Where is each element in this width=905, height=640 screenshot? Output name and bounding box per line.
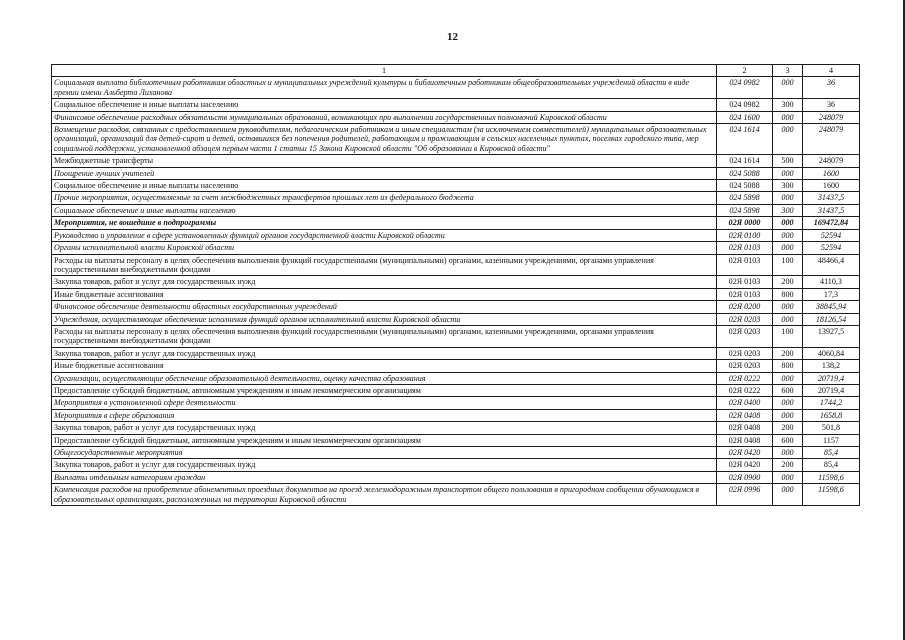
row-expense-type-cell: 300 — [773, 99, 803, 111]
row-code-cell: 02Я 0408 — [717, 422, 773, 434]
row-name-cell: Закупка товаров, работ и услуг для государственных нужд — [52, 347, 717, 359]
row-name-cell: Предоставление субсидий бюджетным, автономным учреждениям и иным некоммерческим организациям — [52, 434, 717, 446]
table-row — [52, 77, 860, 99]
row-name-cell: Возмещение расходов, связанных с предоставлением руководителям, педагогическим работникам и иным специалистам (за исключением совместителей) муниципальных образовательных организаций, организаций для детей-сирот и детей, оставшихся без попечения родителей, работающим и проживающим в сельских населенных пунктах, поселках городского типа, мер социальной поддержки, установленной абзацем первым части 1 статьи 15 Закона Кировской области "Об образовании в Кировской области" — [52, 124, 717, 155]
row-name-cell: Расходы на выплаты персоналу в целях обеспечения выполнения функций государственными (муниципальными) органами, казенными учреждениями, органами управления государственными внебюджетными фондами — [52, 325, 717, 347]
table-row — [52, 372, 860, 384]
header-cell-name: 1 — [52, 65, 717, 77]
row-amount-cell: 11598,6 — [803, 471, 860, 483]
row-name-cell: Социальное обеспечение и иные выплаты населению — [52, 99, 717, 111]
row-name-cell: Мероприятия, не вошедшие в подпрограммы — [52, 217, 717, 229]
row-name-cell: Закупка товаров, работ и услуг для государственных нужд — [52, 422, 717, 434]
table-row — [52, 99, 860, 111]
row-code-cell: 02Я 0200 — [717, 301, 773, 313]
row-code-cell: 02Я 0203 — [717, 360, 773, 372]
table-row — [52, 155, 860, 167]
table-row — [52, 192, 860, 204]
table-row — [52, 180, 860, 192]
table-row — [52, 325, 860, 347]
row-code-cell: 024 1600 — [717, 111, 773, 123]
row-amount-cell: 85,4 — [803, 459, 860, 471]
row-name-cell: Закупка товаров, работ и услуг для государственных нужд — [52, 276, 717, 288]
row-expense-type-cell: 600 — [773, 434, 803, 446]
row-expense-type-cell: 000 — [773, 372, 803, 384]
row-expense-type-cell: 000 — [773, 167, 803, 179]
row-name-cell: Общегосударственные мероприятия — [52, 447, 717, 459]
row-name-cell: Иные бюджетные ассигнования — [52, 360, 717, 372]
table-row — [52, 167, 860, 179]
row-expense-type-cell: 300 — [773, 204, 803, 216]
table-header-row — [52, 65, 860, 77]
budget-table — [51, 64, 860, 506]
row-code-cell: 02Я 0103 — [717, 276, 773, 288]
row-name-cell: Руководство и управление в сфере установленных функций органов государственной власти Кировской области — [52, 229, 717, 241]
row-amount-cell: 1600 — [803, 180, 860, 192]
row-code-cell: 024 1614 — [717, 124, 773, 155]
table-row — [52, 459, 860, 471]
row-amount-cell: 248079 — [803, 155, 860, 167]
header-cell-csr: 2 — [717, 65, 773, 77]
table-row — [52, 313, 860, 325]
row-code-cell: 02Я 0222 — [717, 372, 773, 384]
row-expense-type-cell: 000 — [773, 447, 803, 459]
row-name-cell: Межбюджетные трансферты — [52, 155, 717, 167]
table-row — [52, 434, 860, 446]
row-code-cell: 02Я 0222 — [717, 384, 773, 396]
table-row — [52, 124, 860, 155]
row-amount-cell: 52594 — [803, 242, 860, 254]
row-expense-type-cell: 800 — [773, 288, 803, 300]
row-name-cell: Социальная выплата библиотечным работникам областных и муниципальных учреждений культуры и библиотечным работникам общеобразовательных учреждений области в виде премии имени Альберта Лиханова — [52, 77, 717, 99]
row-expense-type-cell: 000 — [773, 217, 803, 229]
budget-table-body — [52, 65, 860, 506]
row-name-cell: Иные бюджетные ассигнования — [52, 288, 717, 300]
row-name-cell: Социальное обеспечение и иные выплаты населению — [52, 204, 717, 216]
table-row — [52, 276, 860, 288]
table-row — [52, 471, 860, 483]
row-expense-type-cell: 100 — [773, 254, 803, 276]
row-code-cell: 02Я 0408 — [717, 434, 773, 446]
row-name-cell: Поощрение лучших учителей — [52, 167, 717, 179]
row-expense-type-cell: 500 — [773, 155, 803, 167]
row-code-cell: 02Я 0103 — [717, 242, 773, 254]
row-amount-cell: 20719,4 — [803, 384, 860, 396]
table-row — [52, 397, 860, 409]
row-expense-type-cell: 000 — [773, 111, 803, 123]
row-amount-cell: 1658,8 — [803, 409, 860, 421]
row-expense-type-cell: 200 — [773, 459, 803, 471]
row-name-cell: Компенсация расходов на приобретение абонементных проездных документов на проезд железнодорожным транспортом общего пользования в пригородном сообщении обучающимся в образовательных организациях, расположенных на территории Кировской области — [52, 484, 717, 506]
row-expense-type-cell: 100 — [773, 325, 803, 347]
row-name-cell: Прочие мероприятия, осуществляемые за счет межбюджетных трансфертов прошлых лет из федерального бюджета — [52, 192, 717, 204]
header-cell-sum: 4 — [803, 65, 860, 77]
row-code-cell: 02Я 0400 — [717, 397, 773, 409]
row-name-cell: Финансовое обеспечение деятельности областных государственных учреждений — [52, 301, 717, 313]
row-amount-cell: 85,4 — [803, 447, 860, 459]
row-expense-type-cell: 000 — [773, 124, 803, 155]
row-expense-type-cell: 300 — [773, 180, 803, 192]
row-amount-cell: 48466,4 — [803, 254, 860, 276]
row-amount-cell: 38845,94 — [803, 301, 860, 313]
row-name-cell: Закупка товаров, работ и услуг для государственных нужд — [52, 459, 717, 471]
table-row — [52, 288, 860, 300]
table-row — [52, 229, 860, 241]
row-expense-type-cell: 000 — [773, 313, 803, 325]
row-amount-cell: 17,3 — [803, 288, 860, 300]
row-expense-type-cell: 000 — [773, 242, 803, 254]
row-name-cell: Выплаты отдельным категориям граждан — [52, 471, 717, 483]
row-amount-cell: 52594 — [803, 229, 860, 241]
row-code-cell: 02Я 0900 — [717, 471, 773, 483]
row-code-cell: 024 5088 — [717, 180, 773, 192]
row-expense-type-cell: 000 — [773, 301, 803, 313]
table-row — [52, 254, 860, 276]
row-code-cell: 02Я 0420 — [717, 459, 773, 471]
row-amount-cell: 13927,5 — [803, 325, 860, 347]
row-name-cell: Расходы на выплаты персоналу в целях обеспечения выполнения функций государственными (муниципальными) органами, казенными учреждениями, органами управления государственными внебюджетными фондами — [52, 254, 717, 276]
row-expense-type-cell: 000 — [773, 397, 803, 409]
row-name-cell: Предоставление субсидий бюджетным, автономным учреждениям и иным некоммерческим организациям — [52, 384, 717, 396]
row-amount-cell: 11598,6 — [803, 484, 860, 506]
row-expense-type-cell: 800 — [773, 360, 803, 372]
row-code-cell: 02Я 0203 — [717, 347, 773, 359]
row-expense-type-cell: 200 — [773, 276, 803, 288]
row-amount-cell: 1157 — [803, 434, 860, 446]
row-expense-type-cell: 200 — [773, 422, 803, 434]
row-expense-type-cell: 000 — [773, 409, 803, 421]
row-amount-cell: 501,8 — [803, 422, 860, 434]
table-row — [52, 409, 860, 421]
row-name-cell: Учреждения, осуществляющие обеспечение исполнения функций органов исполнительной власти Кировской области — [52, 313, 717, 325]
row-code-cell: 02Я 0420 — [717, 447, 773, 459]
table-row — [52, 217, 860, 229]
table-row — [52, 242, 860, 254]
row-amount-cell: 1600 — [803, 167, 860, 179]
row-expense-type-cell: 000 — [773, 77, 803, 99]
row-name-cell: Финансовое обеспечение расходных обязательств муниципальных образований, возникающих при выполнении государственных полномочий Кировской области — [52, 111, 717, 123]
row-amount-cell: 20719,4 — [803, 372, 860, 384]
row-amount-cell: 36 — [803, 77, 860, 99]
row-code-cell: 024 0982 — [717, 99, 773, 111]
row-code-cell: 02Я 0408 — [717, 409, 773, 421]
row-amount-cell: 4060,84 — [803, 347, 860, 359]
table-row — [52, 347, 860, 359]
row-amount-cell: 36 — [803, 99, 860, 111]
row-amount-cell: 31437,5 — [803, 204, 860, 216]
row-expense-type-cell: 000 — [773, 192, 803, 204]
row-name-cell: Мероприятия в сфере образования — [52, 409, 717, 421]
table-row — [52, 447, 860, 459]
row-expense-type-cell: 000 — [773, 229, 803, 241]
row-amount-cell: 31437,5 — [803, 192, 860, 204]
row-code-cell: 024 5898 — [717, 192, 773, 204]
row-amount-cell: 169472,84 — [803, 217, 860, 229]
table-row — [52, 204, 860, 216]
table-row — [52, 111, 860, 123]
table-row — [52, 301, 860, 313]
table-row — [52, 360, 860, 372]
row-code-cell: 02Я 0203 — [717, 325, 773, 347]
row-code-cell: 02Я 0000 — [717, 217, 773, 229]
row-amount-cell: 4110,3 — [803, 276, 860, 288]
row-code-cell: 024 1614 — [717, 155, 773, 167]
table-row — [52, 484, 860, 506]
row-amount-cell: 18126,54 — [803, 313, 860, 325]
row-code-cell: 02Я 0100 — [717, 229, 773, 241]
row-amount-cell: 248079 — [803, 124, 860, 155]
row-code-cell: 02Я 0203 — [717, 313, 773, 325]
row-amount-cell: 1744,2 — [803, 397, 860, 409]
row-name-cell: Организации, осуществляющие обеспечение образовательной деятельности, оценку качества образования — [52, 372, 717, 384]
row-name-cell: Мероприятия в установленной сфере деятельности — [52, 397, 717, 409]
row-code-cell: 024 5898 — [717, 204, 773, 216]
table-row — [52, 422, 860, 434]
page-number: 12 — [447, 31, 458, 43]
row-expense-type-cell: 000 — [773, 484, 803, 506]
row-code-cell: 02Я 0996 — [717, 484, 773, 506]
table-row — [52, 384, 860, 396]
row-amount-cell: 248079 — [803, 111, 860, 123]
row-expense-type-cell: 200 — [773, 347, 803, 359]
row-expense-type-cell: 000 — [773, 471, 803, 483]
row-amount-cell: 138,2 — [803, 360, 860, 372]
header-cell-vr: 3 — [773, 65, 803, 77]
row-code-cell: 02Я 0103 — [717, 254, 773, 276]
row-code-cell: 024 5088 — [717, 167, 773, 179]
row-code-cell: 02Я 0103 — [717, 288, 773, 300]
row-code-cell: 024 0982 — [717, 77, 773, 99]
row-name-cell: Органы исполнительной власти Кировской области — [52, 242, 717, 254]
row-name-cell: Социальное обеспечение и иные выплаты населению — [52, 180, 717, 192]
row-expense-type-cell: 600 — [773, 384, 803, 396]
